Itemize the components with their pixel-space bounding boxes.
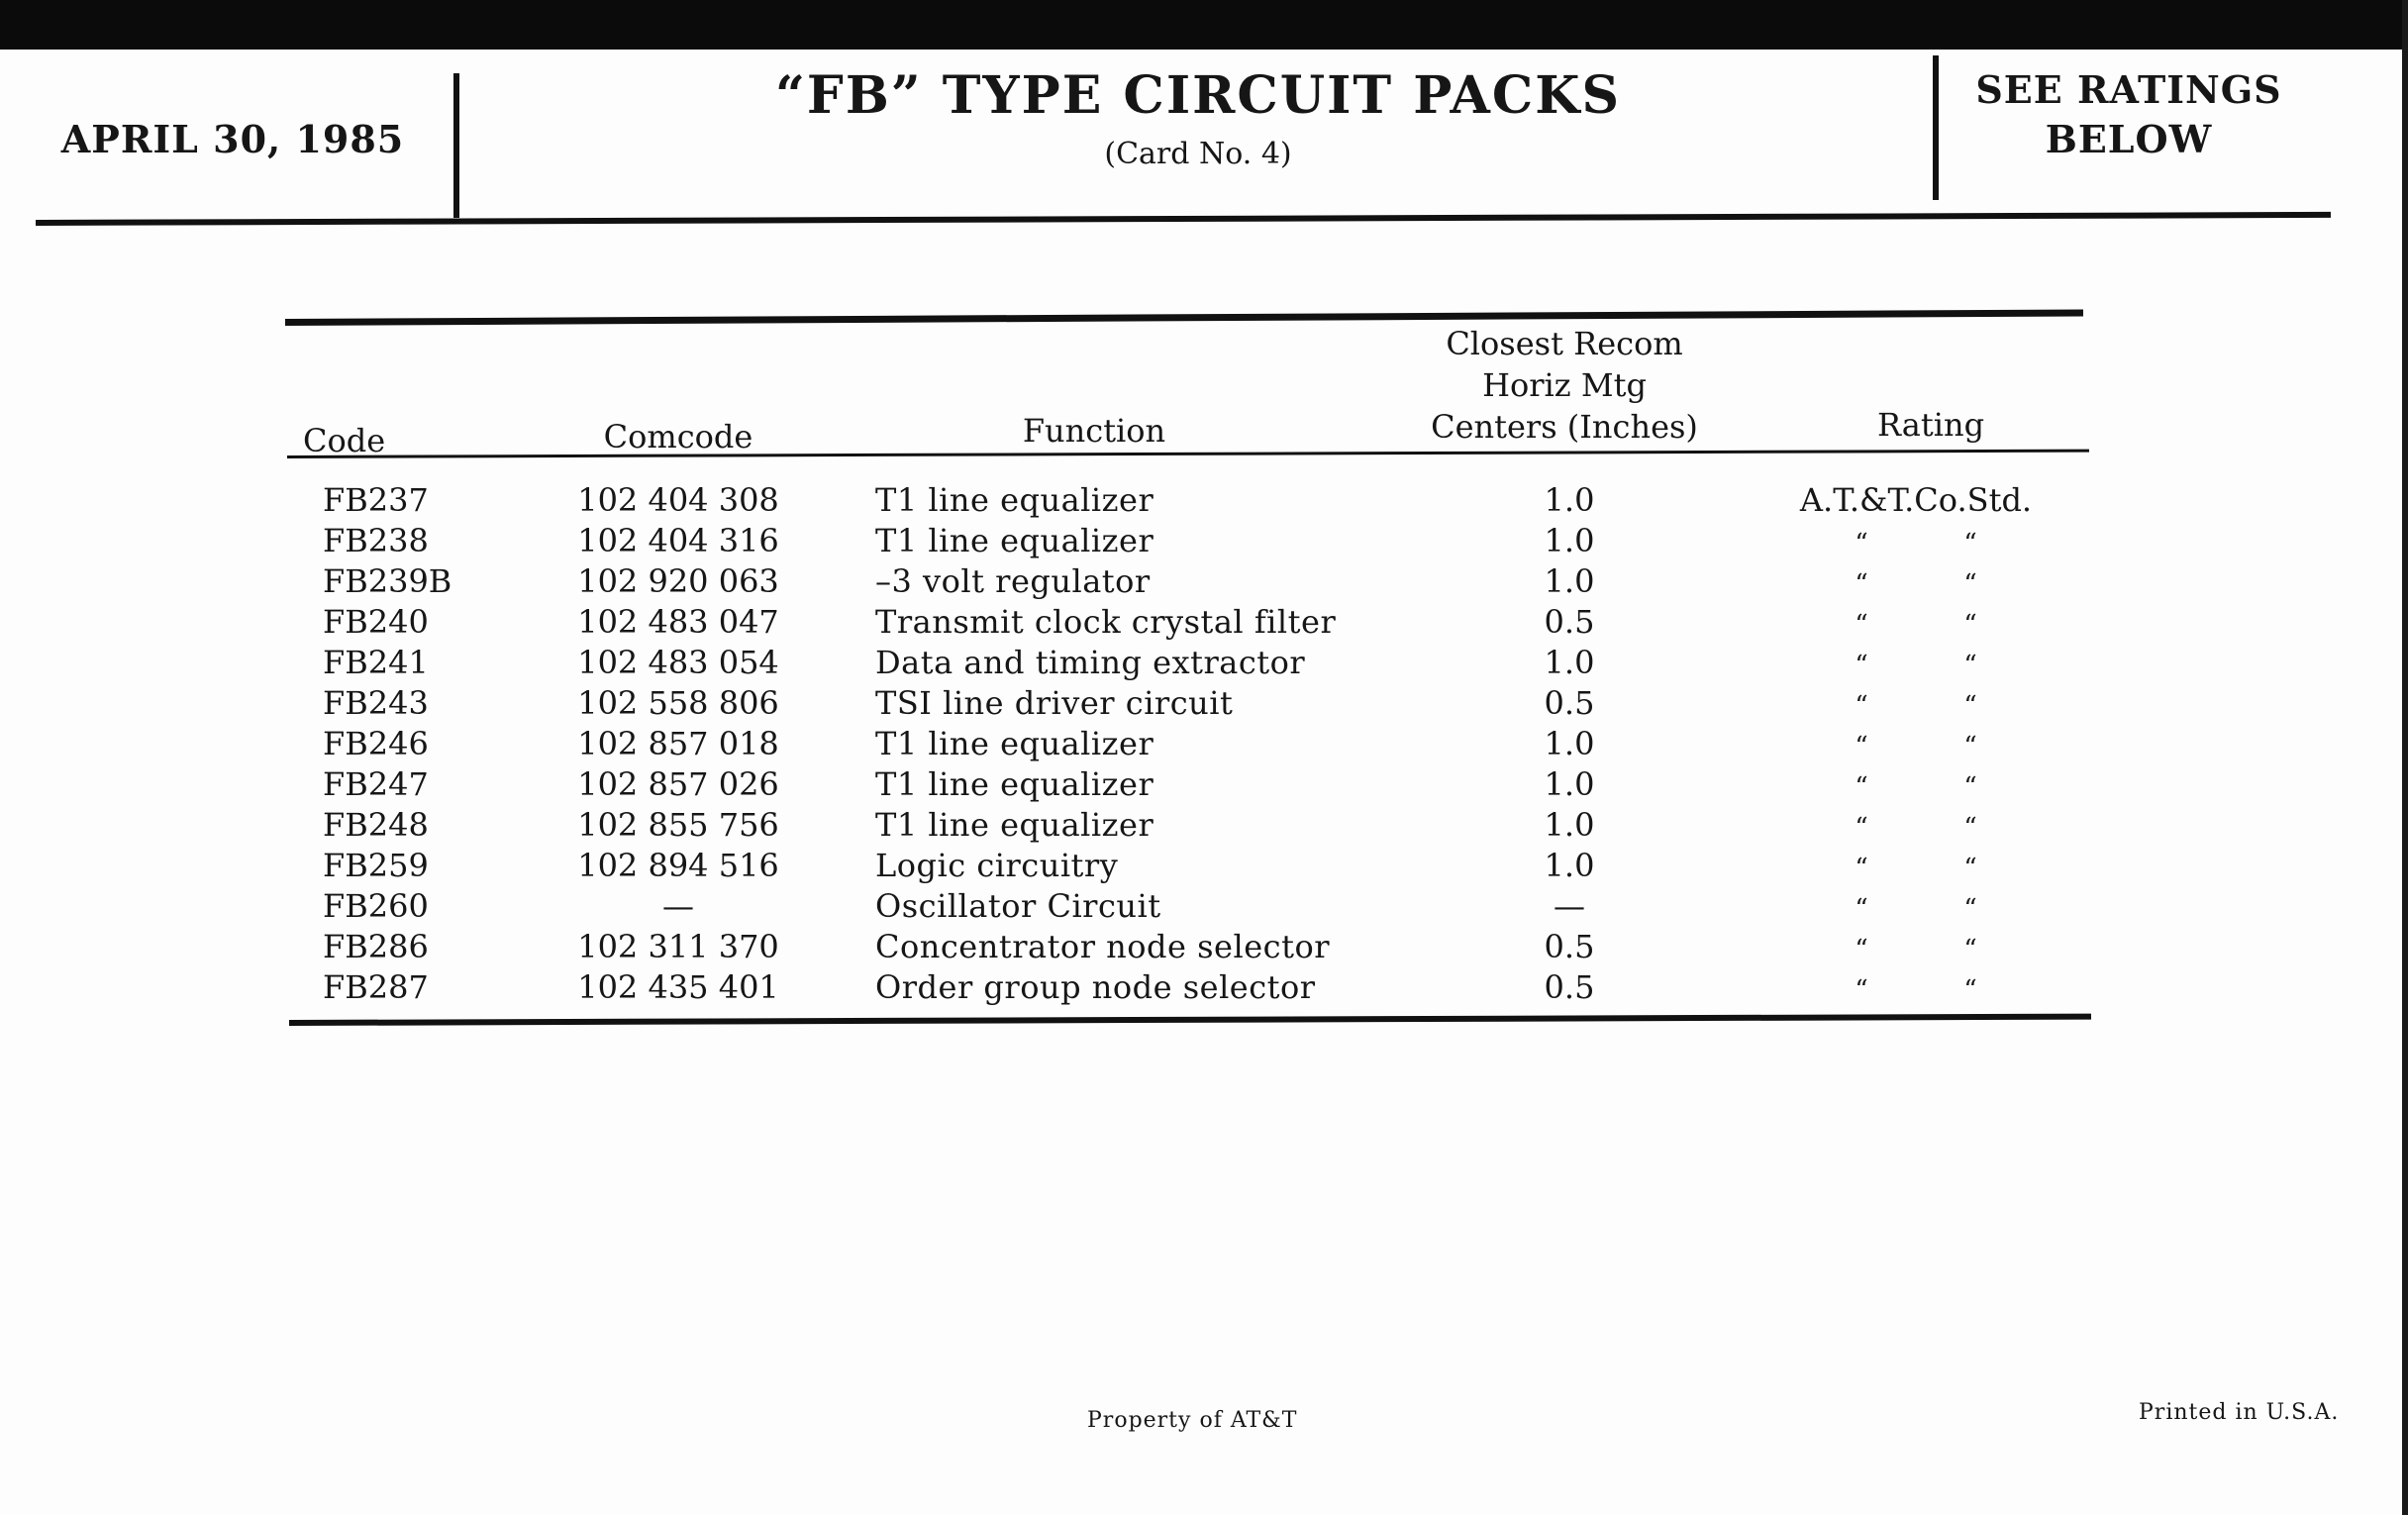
function-cell: T1 line equalizer — [875, 522, 1154, 559]
comcode-cell: 102 894 516 — [577, 847, 779, 884]
card-date: APRIL 30, 1985 — [60, 117, 405, 161]
ditto-mark: “ — [1855, 732, 1868, 761]
rating-cell — [1743, 847, 2089, 884]
mounting-cell: 0.5 — [1544, 684, 1595, 722]
mounting-cell: 1.0 — [1544, 806, 1595, 844]
comcode-cell: 102 558 806 — [577, 684, 779, 722]
ditto-mark: “ — [1963, 975, 1977, 1005]
ditto-mark: “ — [1855, 772, 1868, 802]
ditto-mark: “ — [1855, 651, 1868, 680]
rating-cell — [1743, 603, 2089, 641]
ditto-mark: “ — [1855, 854, 1868, 883]
ratings-note-line2: BELOW — [2045, 117, 2213, 161]
comcode-cell: 102 857 018 — [577, 725, 779, 762]
rating-cell: A.T.&T.Co.Std. — [1799, 481, 2033, 519]
mounting-cell: 1.0 — [1544, 725, 1595, 762]
comcode-cell: 102 311 370 — [577, 928, 779, 965]
ditto-mark: “ — [1855, 813, 1868, 843]
rating-cell — [1743, 644, 2089, 681]
function-cell: Transmit clock crystal filter — [875, 603, 1337, 641]
code-cell: FB240 — [323, 603, 429, 641]
table-row — [287, 928, 2099, 968]
mounting-cell: 1.0 — [1544, 562, 1595, 600]
property-notice: Property of AT&T — [1087, 1408, 1298, 1433]
header-divider-right — [1933, 55, 1939, 200]
code-cell: FB246 — [323, 725, 429, 762]
ditto-mark: “ — [1963, 894, 1977, 924]
function-cell: Logic circuitry — [875, 847, 1119, 884]
ditto-mark: “ — [1963, 732, 1977, 761]
mounting-cell: 0.5 — [1544, 928, 1595, 965]
ditto-mark: “ — [1855, 935, 1868, 964]
mounting-cell: 0.5 — [1544, 603, 1595, 641]
printed-notice: Printed in U.S.A. — [2139, 1400, 2340, 1425]
column-header-function: Function — [1022, 412, 1166, 450]
mounting-header-line1: Closest Recom — [1446, 325, 1683, 362]
ditto-mark: “ — [1963, 935, 1977, 964]
ditto-mark: “ — [1855, 569, 1868, 599]
function-cell: Concentrator node selector — [875, 928, 1330, 965]
table-row — [287, 968, 2099, 1009]
column-header-code: Code — [303, 422, 386, 459]
mounting-cell: — — [1554, 887, 1585, 925]
table-row — [287, 603, 2099, 644]
ditto-mark: “ — [1963, 529, 1977, 558]
function-cell: –3 volt regulator — [875, 562, 1151, 600]
function-cell: TSI line driver circuit — [875, 684, 1234, 722]
rating-cell — [1743, 522, 2089, 559]
table-row — [287, 644, 2099, 684]
rating-cell — [1743, 887, 2089, 925]
function-cell: T1 line equalizer — [875, 806, 1154, 844]
ditto-mark: “ — [1963, 569, 1977, 599]
rating-cell — [1743, 968, 2089, 1006]
table-row — [287, 887, 2099, 928]
comcode-cell: 102 857 026 — [577, 765, 779, 803]
header-divider-left — [453, 73, 459, 218]
comcode-cell: 102 435 401 — [577, 968, 779, 1006]
function-cell: T1 line equalizer — [875, 481, 1154, 519]
function-cell: Order group node selector — [875, 968, 1316, 1006]
mounting-header-line3: Centers (Inches) — [1431, 408, 1698, 446]
comcode-cell: 102 920 063 — [577, 562, 779, 600]
comcode-cell: 102 404 316 — [577, 522, 779, 559]
table-row — [287, 765, 2099, 806]
comcode-cell: 102 483 047 — [577, 603, 779, 641]
code-cell: FB286 — [323, 928, 429, 965]
ditto-mark: “ — [1855, 529, 1868, 558]
rating-cell — [1743, 806, 2089, 844]
ditto-mark: “ — [1963, 691, 1977, 721]
code-cell: FB248 — [323, 806, 429, 844]
ditto-mark: “ — [1855, 610, 1868, 640]
ratings-note-line1: SEE RATINGS — [1975, 67, 2282, 112]
table-row — [287, 684, 2099, 725]
table-row — [287, 725, 2099, 765]
column-header-mounting — [1416, 323, 1713, 448]
table-row — [287, 481, 2099, 522]
ditto-mark: “ — [1963, 651, 1977, 680]
comcode-cell: 102 483 054 — [577, 644, 779, 681]
code-cell: FB247 — [323, 765, 429, 803]
mounting-header-line2: Horiz Mtg — [1482, 366, 1647, 404]
code-cell: FB239B — [323, 562, 452, 600]
mounting-cell: 1.0 — [1544, 522, 1595, 559]
column-header-comcode: Comcode — [603, 418, 753, 455]
rating-cell — [1743, 765, 2089, 803]
rating-cell — [1743, 562, 2089, 600]
comcode-cell: — — [662, 887, 694, 925]
rating-cell — [1743, 928, 2089, 965]
mounting-cell: 1.0 — [1544, 644, 1595, 681]
comcode-cell: 102 855 756 — [577, 806, 779, 844]
code-cell: FB260 — [323, 887, 429, 925]
function-cell: Data and timing extractor — [875, 644, 1306, 681]
rating-cell — [1743, 684, 2089, 722]
rating-cell — [1743, 725, 2089, 762]
ditto-mark: “ — [1963, 854, 1977, 883]
function-cell: T1 line equalizer — [875, 725, 1154, 762]
function-cell: Oscillator Circuit — [875, 887, 1161, 925]
scan-border-right — [2402, 0, 2408, 1515]
code-cell: FB237 — [323, 481, 429, 519]
function-cell: T1 line equalizer — [875, 765, 1154, 803]
ditto-mark: “ — [1855, 691, 1868, 721]
column-header-rating: Rating — [1876, 406, 1985, 444]
mounting-cell: 1.0 — [1544, 847, 1595, 884]
code-cell: FB259 — [323, 847, 429, 884]
scan-border-top — [0, 0, 2408, 50]
table-row — [287, 522, 2099, 562]
code-cell: FB287 — [323, 968, 429, 1006]
ditto-mark: “ — [1855, 894, 1868, 924]
ditto-mark: “ — [1855, 975, 1868, 1005]
mounting-cell: 1.0 — [1544, 765, 1595, 803]
code-cell: FB238 — [323, 522, 429, 559]
ratings-note — [1951, 65, 2307, 164]
ditto-mark: “ — [1963, 610, 1977, 640]
card-subtitle: (Card No. 4) — [1104, 137, 1292, 171]
table-row — [287, 847, 2099, 887]
code-cell: FB241 — [323, 644, 429, 681]
table-row — [287, 806, 2099, 847]
mounting-cell: 0.5 — [1544, 968, 1595, 1006]
mounting-cell: 1.0 — [1544, 481, 1595, 519]
comcode-cell: 102 404 308 — [577, 481, 779, 519]
code-cell: FB243 — [323, 684, 429, 722]
ditto-mark: “ — [1963, 772, 1977, 802]
table-row — [287, 562, 2099, 603]
ditto-mark: “ — [1963, 813, 1977, 843]
card-title: “FB” TYPE CIRCUIT PACKS — [774, 65, 1622, 126]
